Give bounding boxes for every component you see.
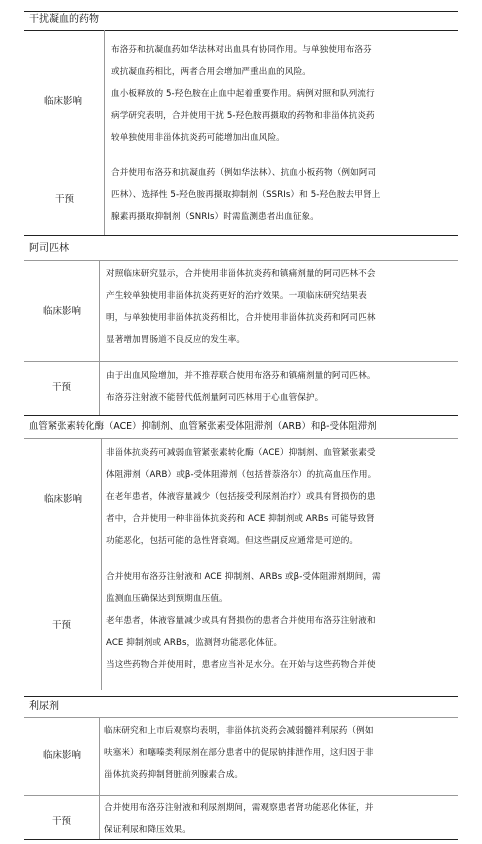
intervention-text: 合并使用布洛芬注射液和利尿剂期间，需观察患者肾功能恶化体征，并 保证利尿和降压效果。 <box>104 803 374 835</box>
row-label-intervention: 干预 <box>52 816 72 827</box>
section-header-border <box>24 717 458 718</box>
section-top-border <box>24 696 458 697</box>
row-label-intervention: 干预 <box>55 194 75 205</box>
section-header-border <box>24 260 458 261</box>
clinical-impact-text: 非甾体抗炎药可减弱血管紧张素转化酶（ACE）抑制剂、血管紧张素受 体阻滞剂（ARB）或β-受体阻滞剂（包括普萘洛尔）的抗高血压作用。 在老年患者，体液容量减少（包括接受利尿剂治疗）或具有肾损伤的患 者中，合并使用一种非甾体抗炎药和 ACE 抑制剂或 ARBs 可能导致肾 功能恶化，包括可能的急性肾衰竭。但这些副反应通常是可逆的。 <box>106 448 377 546</box>
section-top-border <box>24 415 458 416</box>
column-divider <box>101 438 102 690</box>
section-top-border <box>24 235 458 236</box>
column-divider <box>104 30 105 235</box>
intervention-text: 合并使用布洛芬注射液和 ACE 抑制剂、ARBs 或β-受体阻滞剂期间，需 监测血压确保达到预期血压值。 老年患者，体液容量减少或具有肾损伤的患者合并使用布洛芬注射液和 ACE 抑制剂或 ARBs，监测肾功能恶化体征。 当这些药物合并使用时，患者应当补足水分。在开始与这些药物合并使 <box>106 572 381 670</box>
clinical-impact-text: 对照临床研究显示，合并使用非甾体抗炎药和镇痛剂量的阿司匹林不会 产生较单独使用非甾体抗炎药更好的治疗效果。一项临床研究结果表 明，与单独使用非甾体抗炎药相比，合并使用非甾体抗炎药和阿司匹林 显著增加胃肠道不良反应的发生率。 <box>106 269 376 345</box>
section-header-border <box>24 438 458 439</box>
row-label-intervention: 干预 <box>52 382 72 393</box>
row-label-clinical-impact: 临床影响 <box>44 494 83 505</box>
intervention-text: 合并使用布洛芬和抗凝血药（例如华法林）、抗血小板药物（例如阿司 匹林）、选择性 5-羟色胺再摄取抑制剂（SSRIs）和 5-羟色胺去甲肾上 腺素再摄取抑制剂（SNRIs）时需监测患者出血征象。 <box>111 168 381 222</box>
section-header-border <box>24 30 458 31</box>
row-label-clinical-impact: 临床影响 <box>43 750 82 761</box>
section-title-aspirin: 阿司匹林 <box>29 243 69 254</box>
column-divider <box>99 717 100 839</box>
section-top-border <box>24 11 458 12</box>
row-label-clinical-impact: 临床影响 <box>44 96 83 107</box>
row-label-clinical-impact: 临床影响 <box>43 306 82 317</box>
intervention-text: 由于出血风险增加，并不推荐联合使用布洛芬和镇痛剂量的阿司匹林。 布洛芬注射液不能替代低剂量阿司匹林用于心血管保护。 <box>106 371 376 403</box>
document-bottom-border <box>24 839 458 840</box>
section-title-anticoagulant: 干扰凝血的药物 <box>29 14 99 25</box>
clinical-impact-text: 布洛芬和抗凝血药如华法林对出血具有协同作用。与单独使用布洛芬 或抗凝血药相比，两者合用会增加严重出血的风险。 血小板释放的 5-羟色胺在止血中起着重要作用。病例对照和队列流行 病学研究表明，合并使用干扰 5-羟色胺再摄取的药物和非甾体抗炎药 较单独使用非甾体抗炎药可能增加出血风险。 <box>111 45 375 143</box>
section-title-diuretics: 利尿剂 <box>29 701 59 712</box>
section-title-ace-arb-beta: 血管紧张素转化酶（ACE）抑制剂、血管紧张素受体阻滞剂（ARB）和β-受体阻滞剂 <box>29 421 377 432</box>
row-divider <box>24 361 458 362</box>
column-divider <box>99 260 100 415</box>
clinical-impact-text: 临床研究和上市后观察均表明，非甾体抗炎药会减弱髓袢利尿药（例如 呋塞米）和噻嗪类利尿剂在部分患者中的促尿钠排泄作用，这归因于非 甾体抗炎药抑制肾脏前列腺素合成。 <box>104 726 374 780</box>
row-divider <box>24 795 458 796</box>
row-label-intervention: 干预 <box>52 620 72 631</box>
